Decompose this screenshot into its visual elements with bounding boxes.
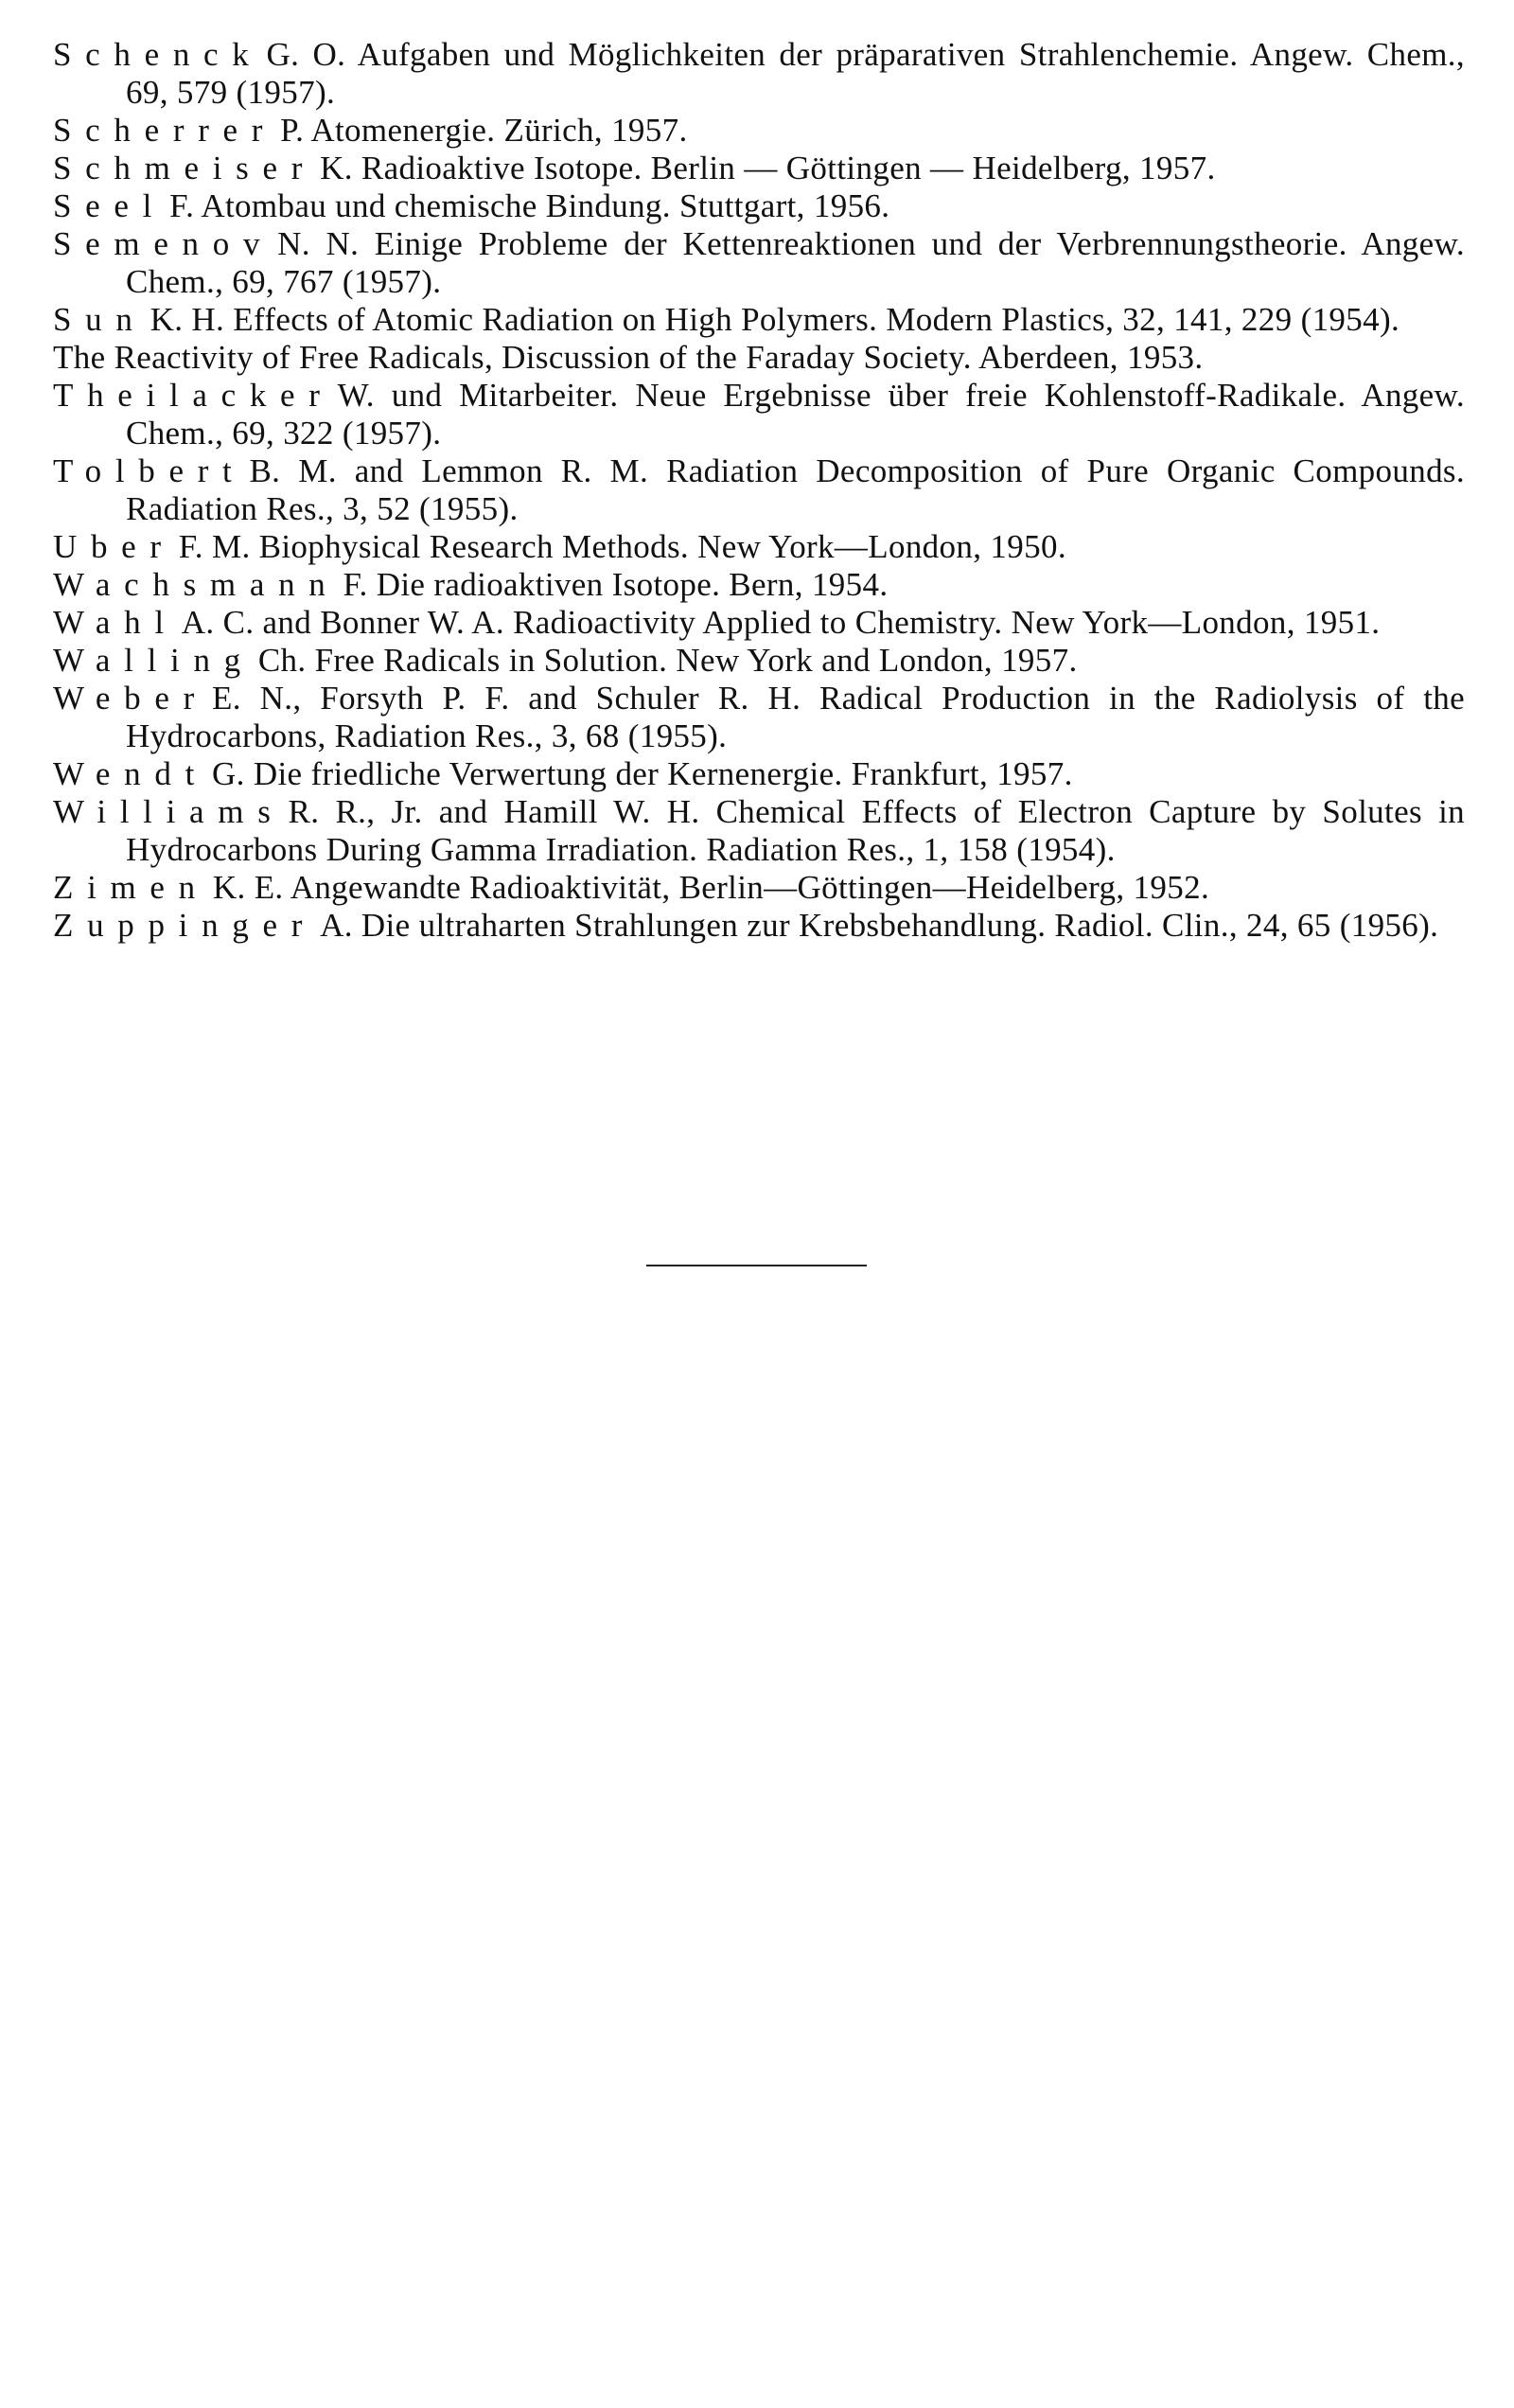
reference-entry: [53, 301, 1465, 339]
reference-text: P. Atomenergie. Zürich, 1957.: [280, 112, 688, 149]
reference-text: E. N., Forsyth P. F. and Schuler R. H. Radical Production in the Radiolysis of the Hydrocarbons, Radiation Res., 3, 68 (1955).: [126, 680, 1465, 754]
reference-author: Wendt: [53, 755, 208, 792]
reference-author: Tolbert: [53, 452, 246, 489]
reference-entry: [53, 566, 1465, 604]
reference-author: Wahl: [53, 604, 178, 641]
reference-author: Schenck: [53, 36, 263, 73]
reference-text: B. M. and Lemmon R. M. Radiation Decomposition of Pure Organic Compounds. Radiation Res., 3, 52 (1955).: [126, 452, 1465, 527]
reference-entry: [53, 680, 1465, 755]
reference-entry: [53, 528, 1465, 566]
reference-text: G. O. Aufgaben und Möglichkeiten der präparativen Strahlenchemie. Angew. Chem., 69, 579 (1957).: [126, 36, 1465, 111]
reference-text: F. Atombau und chemische Bindung. Stuttgart, 1956.: [169, 187, 890, 224]
reference-entry: [53, 187, 1465, 225]
reference-author: Weber: [53, 680, 208, 717]
reference-text: K. Radioaktive Isotope. Berlin — Göttingen — Heidelberg, 1957.: [320, 150, 1216, 186]
reference-text: Ch. Free Radicals in Solution. New York and London, 1957.: [257, 642, 1078, 679]
reference-author: Uber: [53, 528, 175, 565]
reference-text: W. und Mitarbeiter. Neue Ergebnisse über freie Kohlenstoff-Radikale. Angew. Chem., 69, 322 (1957).: [126, 377, 1465, 452]
section-divider: [646, 1265, 867, 1266]
reference-entry: [53, 869, 1465, 907]
reference-author: Zuppinger: [53, 907, 317, 944]
reference-author: Theilacker: [53, 377, 334, 414]
reference-author: Seel: [53, 187, 167, 224]
reference-author: Scherrer: [53, 112, 277, 149]
reference-text: G. Die friedliche Verwertung der Kernenergie. Frankfurt, 1957.: [212, 755, 1073, 792]
reference-text: R. R., Jr. and Hamill W. H. Chemical Effects of Electron Capture by Solutes in Hydrocarbons During Gamma Irradiation. Radiation Res., 1, 158 (1954).: [126, 793, 1465, 868]
reference-entry: [53, 755, 1465, 793]
reference-author: Schmeiser: [53, 150, 317, 186]
reference-text: K. H. Effects of Atomic Radiation on High Polymers. Modern Plastics, 32, 141, 229 (1954).: [150, 301, 1400, 338]
reference-entry: [53, 225, 1465, 301]
reference-entry: [53, 112, 1465, 150]
reference-entry: [53, 150, 1465, 187]
reference-entry: [53, 377, 1465, 452]
reference-entry: [53, 339, 1465, 377]
reference-author: Zimen: [53, 869, 209, 906]
reference-author: Wachsmann: [53, 566, 340, 603]
reference-text: The Reactivity of Free Radicals, Discussion of the Faraday Society. Aberdeen, 1953.: [53, 339, 1204, 376]
reference-entry: [53, 452, 1465, 528]
reference-text: A. Die ultraharten Strahlungen zur Krebsbehandlung. Radiol. Clin., 24, 65 (1956).: [320, 907, 1439, 944]
reference-entry: [53, 36, 1465, 112]
reference-entry: [53, 604, 1465, 642]
reference-text: N. N. Einige Probleme der Kettenreaktionen und der Verbrennungstheorie. Angew. Chem., 69, 767 (1957).: [126, 225, 1465, 300]
reference-text: F. M. Biophysical Research Methods. New York—London, 1950.: [178, 528, 1066, 565]
reference-list: [53, 36, 1465, 945]
reference-entry: [53, 907, 1465, 945]
reference-entry: [53, 642, 1465, 680]
reference-author: Williams: [53, 793, 285, 830]
reference-text: K. E. Angewandte Radioaktivität, Berlin—Göttingen—Heidelberg, 1952.: [212, 869, 1210, 906]
reference-author: Sun: [53, 301, 147, 338]
reference-author: Walling: [53, 642, 255, 679]
reference-text: A. C. and Bonner W. A. Radioactivity Applied to Chemistry. New York—London, 1951.: [181, 604, 1381, 641]
reference-entry: [53, 793, 1465, 869]
reference-text: F. Die radioaktiven Isotope. Bern, 1954.: [343, 566, 889, 603]
reference-author: Semenov: [53, 225, 274, 262]
